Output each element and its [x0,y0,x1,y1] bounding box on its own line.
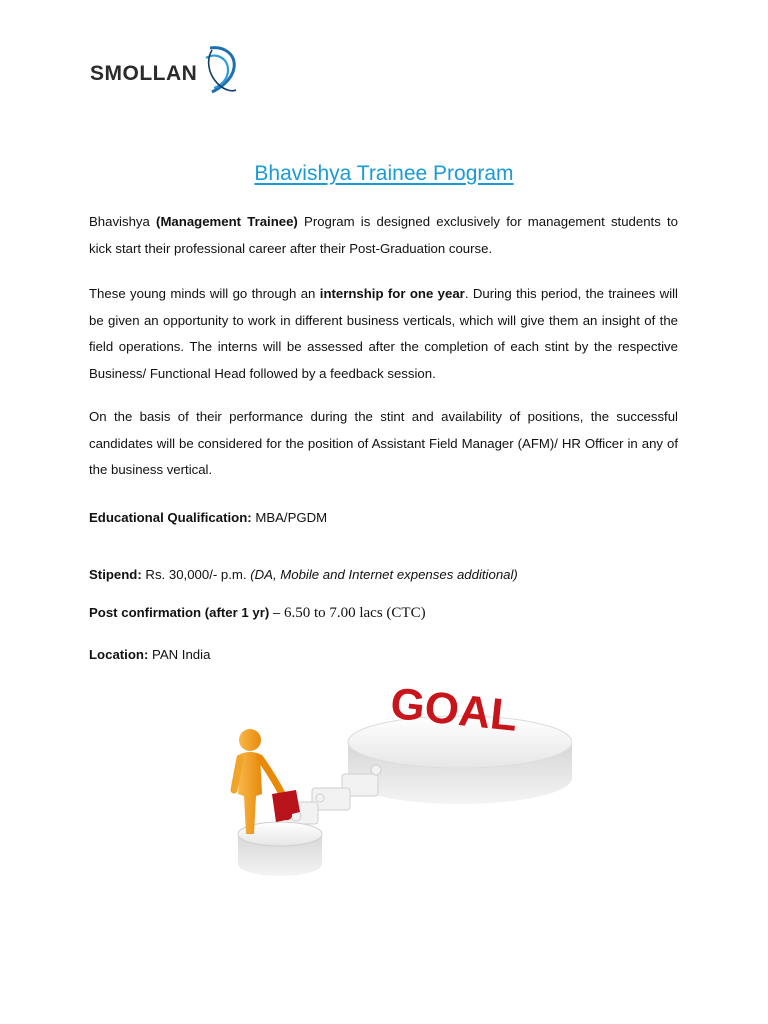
location-value: PAN India [148,647,211,662]
intro-bold: (Management Trainee) [156,214,298,229]
goal-puzzle-illustration-icon [200,674,572,886]
stipend-value: Rs. 30,000/- p.m. [141,567,251,582]
stipend-line [89,567,518,582]
performance-paragraph: On the basis of their performance during the stint and availability of positions, the successful candidates will be considered for the position of Assistant Field Manager (AFM)/ HR Officer in any of the business vertical. [89,409,678,477]
post-confirmation-value: 6.50 to 7.00 lacs (CTC) [283,605,426,621]
internship-text-end: . During this period, the trainees will be given an opportunity to work in different business verticals, which will give them an insight of the field operations. The interns will be assessed after the completion of each stint by the respective Business/ Functional Head followed by a feedback session. [89,286,678,381]
internship-bold: internship for one year [319,286,465,301]
post-confirmation-line [89,605,426,622]
smollan-swirl-logo-icon [202,44,240,96]
smollan-logo [90,44,240,96]
internship-paragraph [89,281,678,387]
logo-text: SMOLLAN [90,62,198,85]
location-line [89,647,210,662]
stipend-note: (DA, Mobile and Internet expenses additional) [250,567,518,582]
page-title: Bhavishya Trainee Program [254,162,514,185]
internship-text-start: These young minds will go through an [89,286,320,301]
intro-paragraph [89,209,678,262]
post-confirmation-label: Post confirmation (after 1 yr) [89,605,270,620]
post-confirmation-dash: – [269,605,284,620]
intro-text-start: Bhavishya [89,214,157,229]
goal-text: GOAL [388,678,520,741]
qualification-line [89,510,327,525]
qualification-value: MBA/PGDM [251,510,328,525]
stipend-label: Stipend: [89,567,142,582]
person-figure [234,729,282,834]
qualification-label: Educational Qualification: [89,510,252,525]
intro-text-end: Program is designed exclusively for management students to kick start their professional career after their Post-Graduation course. [89,214,678,256]
location-label: Location: [89,647,149,662]
